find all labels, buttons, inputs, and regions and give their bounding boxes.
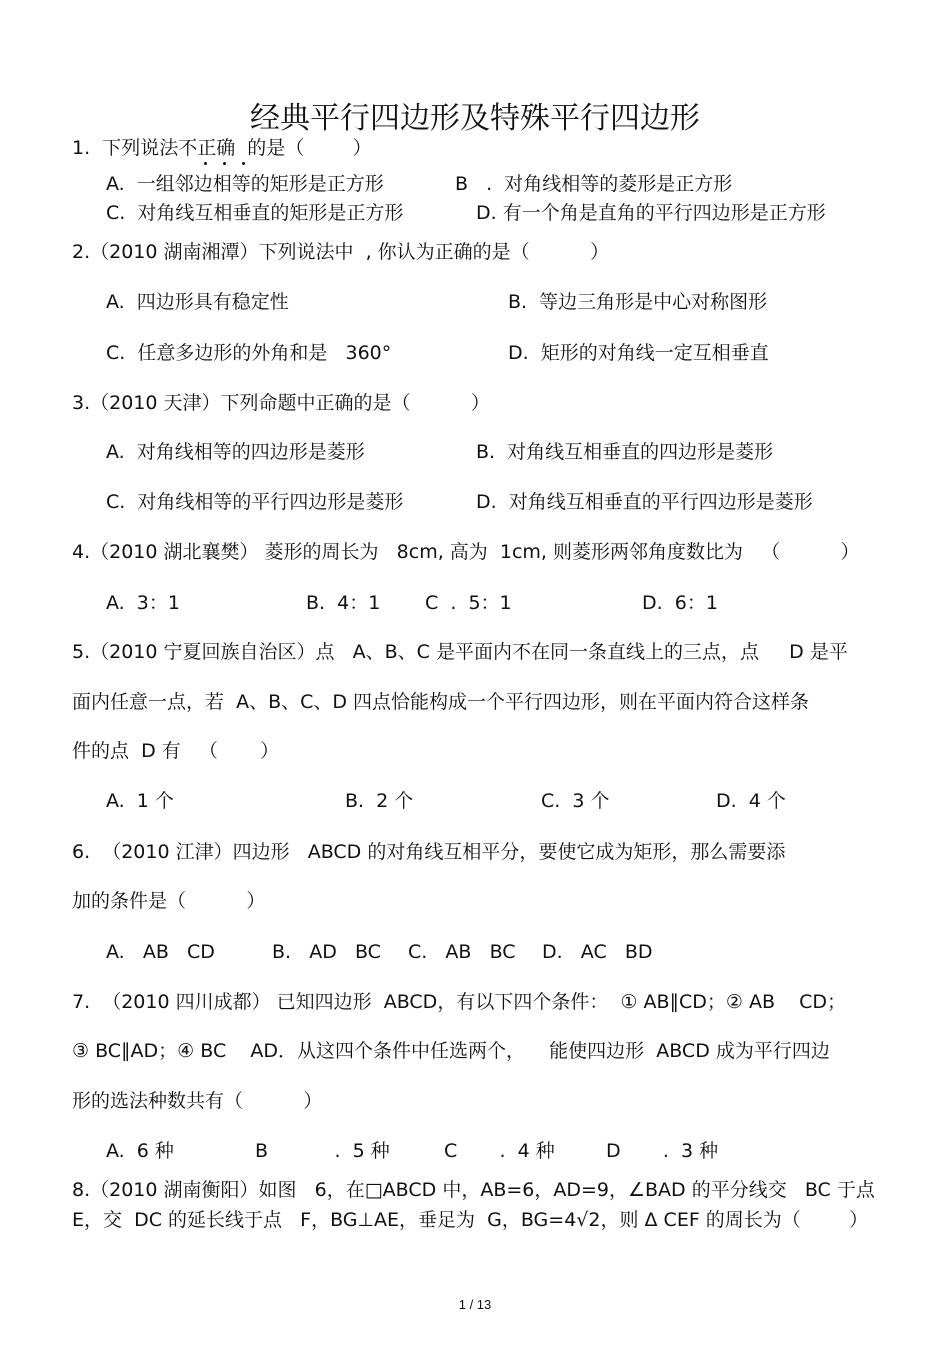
question-7-option-d: D . 3 种 — [606, 1140, 719, 1162]
question-8-line-2: E，交 DC 的延长线于点 F，BG⊥AE，垂足为 G，BG=4√2，则 Δ CEF 的周长为（ ） — [72, 1209, 869, 1231]
page-title: 经典平行四边形及特殊平行四边形 — [250, 101, 700, 136]
question-4-option-d: D. 6：1 — [642, 592, 718, 614]
question-1-stem: 1. 下列说法不正确 的是（ ） — [72, 137, 372, 159]
question-2-option-b: B. 等边三角形是中心对称图形 — [508, 291, 768, 313]
emphasis-dot — [204, 162, 207, 165]
question-1-option-d: D. 有一个角是直角的平行四边形是正方形 — [476, 202, 826, 224]
question-2-option-d: D. 矩形的对角线一定互相垂直 — [508, 342, 769, 364]
question-4-option-b: B. 4：1 — [306, 592, 381, 614]
question-4-option-c: C . 5：1 — [425, 592, 512, 614]
question-3-stem: 3.（2010 天津）下列命题中正确的是（ ） — [72, 392, 490, 414]
question-7-line-1: 7. （2010 四川成都） 已知四边形 ABCD，有以下四个条件： ① AB∥CD；② AB CD； — [72, 991, 847, 1013]
question-7-option-c: C . 4 种 — [444, 1140, 555, 1162]
question-1-option-c: C. 对角线互相垂直的矩形是正方形 — [106, 202, 404, 224]
question-6-option-d: D. AC BD — [542, 941, 653, 963]
question-5-line-3: 件的点 D 有 （ ） — [72, 740, 280, 762]
question-6-option-c: C. AB BC — [408, 941, 516, 963]
question-3-option-b: B. 对角线互相垂直的四边形是菱形 — [476, 441, 774, 463]
question-5-line-2: 面内任意一点，若 A、B、C、D 四点恰能构成一个平行四边形，则在平面内符合这样条 — [72, 691, 810, 713]
question-2-option-a: A. 四边形具有稳定性 — [106, 291, 289, 313]
question-7-line-3: 形的选法种数共有（ ） — [72, 1090, 323, 1112]
question-1-option-a: A. 一组邻边相等的矩形是正方形 — [106, 173, 384, 195]
emphasis-dot — [242, 162, 245, 165]
question-3-option-a: A. 对角线相等的四边形是菱形 — [106, 441, 365, 463]
question-7-option-b: B . 5 种 — [255, 1140, 390, 1162]
question-6-line-1: 6. （2010 江津）四边形 ABCD 的对角线互相平分，要使它成为矩形，那么需要添 — [72, 841, 786, 863]
question-4-option-a: A. 3：1 — [106, 592, 180, 614]
question-5-option-b: B. 2 个 — [345, 790, 414, 812]
question-3-option-d: D. 对角线互相垂直的平行四边形是菱形 — [476, 491, 813, 513]
question-2-stem: 2.（2010 湖南湘潭）下列说法中 , 你认为正确的是（ ） — [72, 241, 610, 263]
question-5-option-c: C. 3 个 — [541, 790, 610, 812]
question-5-line-1: 5.（2010 宁夏回族自治区）点 A、B、C 是平面内不在同一条直线上的三点，点 D 是平 — [72, 641, 848, 663]
question-6-option-b: B. AD BC — [272, 941, 381, 963]
question-5-option-a: A. 1 个 — [106, 790, 174, 812]
question-4-stem: 4.（2010 湖北襄樊） 菱形的周长为 8cm, 高为 1cm, 则菱形两邻角度数比为 （ ） — [72, 541, 860, 563]
question-1-option-b: B . 对角线相等的菱形是正方形 — [455, 173, 733, 195]
question-5-option-d: D. 4 个 — [716, 790, 786, 812]
question-3-option-c: C. 对角线相等的平行四边形是菱形 — [106, 491, 404, 513]
question-6-option-a: A. AB CD — [106, 941, 215, 963]
page-number: 1 / 13 — [458, 1297, 492, 1312]
question-6-line-2: 加的条件是（ ） — [72, 890, 266, 912]
question-7-option-a: A. 6 种 — [106, 1140, 174, 1162]
question-2-option-c: C. 任意多边形的外角和是 360° — [106, 342, 392, 364]
emphasis-dot — [223, 162, 226, 165]
question-8-line-1: 8.（2010 湖南衡阳）如图 6，在□ABCD 中，AB=6，AD=9，∠BAD 的平分线交 BC 于点 — [72, 1179, 875, 1201]
question-7-line-2: ③ BC∥AD；④ BC AD．从这四个条件中任选两个， 能使四边形 ABCD 成为平行四边 — [72, 1040, 830, 1062]
